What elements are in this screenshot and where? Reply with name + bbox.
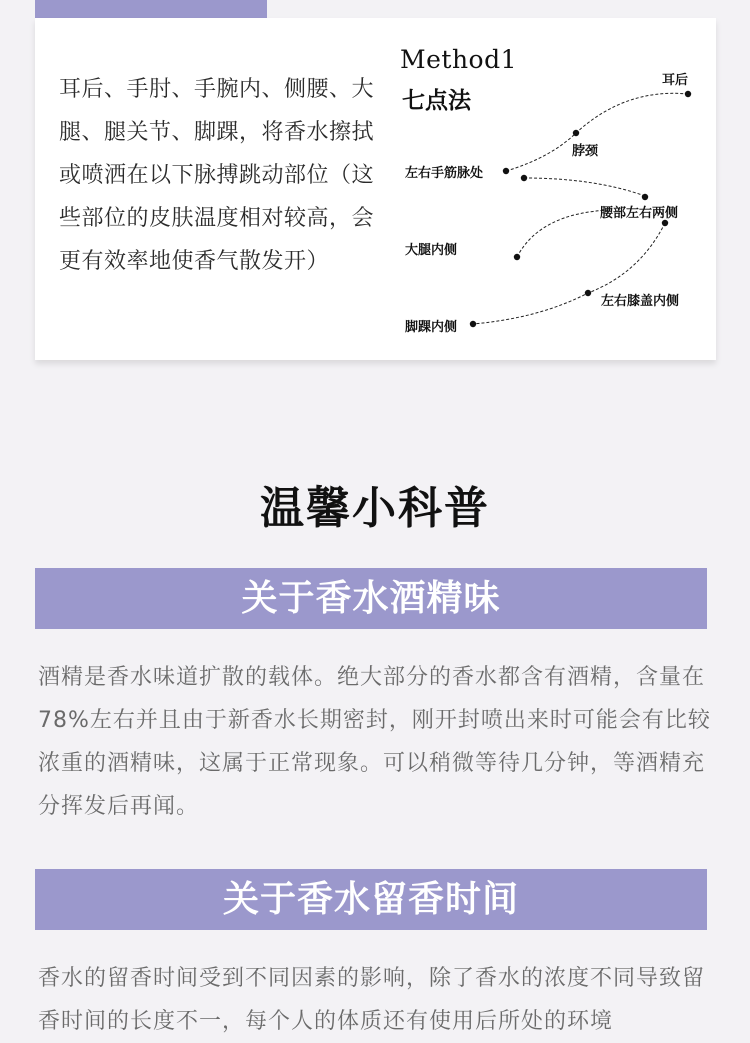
- label-thigh: 大腿内侧: [405, 243, 458, 258]
- longevity-paragraph: 香水的留香时间受到不同因素的影响，除了香水的浓度不同导致留香时间的长度不一，每个人的体质还有使用后所处的环境: [38, 966, 706, 1034]
- dot-ear: [685, 91, 691, 97]
- curve-wrist-waist: [524, 178, 645, 196]
- method-card: [35, 18, 716, 360]
- curve-wrist-neck-ear: [506, 93, 688, 171]
- dot-ankle: [470, 321, 476, 327]
- top-tab-decoration: [35, 0, 267, 18]
- label-ear: 耳后: [662, 73, 689, 88]
- label-neck: 脖颈: [572, 144, 599, 159]
- method-description: 耳后、手肘、手腕内、侧腰、大腿、腿关节、脚踝，将香水擦拭或喷洒在以下脉搏跳动部位（这些部位的皮肤温度相对较高，会更有效率地使香气散发开）: [59, 77, 375, 274]
- dot-wrist-right: [521, 175, 527, 181]
- dot-thigh: [514, 254, 520, 260]
- dot-neck: [573, 130, 579, 136]
- curve-thigh: [517, 210, 610, 257]
- label-wrist: 左右手筋脉处: [405, 166, 484, 181]
- dot-wrist-left: [503, 168, 509, 174]
- section-title: 温馨小科普: [260, 483, 490, 534]
- method-subtitle: 七点法: [402, 88, 471, 114]
- label-waist: 腰部左右两侧: [600, 206, 679, 221]
- dot-knee: [585, 290, 591, 296]
- alcohol-paragraph: 酒精是香水味道扩散的载体。绝大部分的香水都含有酒精，含量在78%左右并且由于新香水长期密封，刚开封喷出来时可能会有比较浓重的酒精味，这属于正常现象。可以稍微等待几分钟，等酒精充分挥发后再闻。: [38, 665, 711, 819]
- longevity-heading-banner: 关于香水留香时间: [35, 869, 707, 930]
- dot-waist-left: [642, 194, 648, 200]
- label-ankle: 脚踝内侧: [405, 320, 458, 335]
- method-title: Method1: [400, 45, 518, 74]
- alcohol-heading-banner: 关于香水酒精味: [35, 568, 707, 629]
- label-knee: 左右膝盖内侧: [601, 294, 680, 309]
